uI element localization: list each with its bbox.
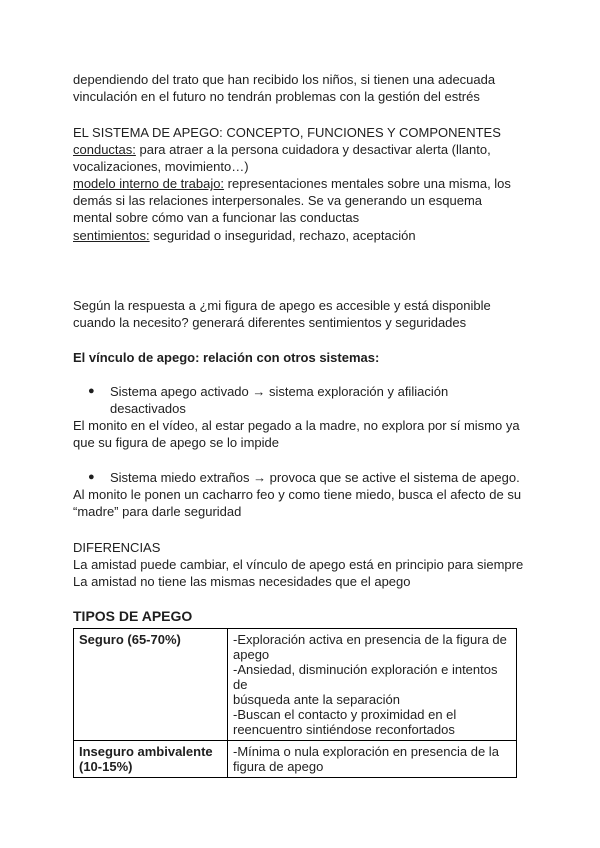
note-1-line-1: El monito en el vídeo, al estar pegado a la madre, no explora por sí mismo ya — [73, 418, 520, 433]
note-1-line-2: que su figura de apego se lo impide — [73, 435, 279, 450]
desc-line: apego — [233, 647, 270, 662]
table-row — [74, 629, 517, 741]
modelo-line-3: mental sobre cómo van a funcionar las conductas — [73, 210, 360, 225]
tipos-heading: TIPOS DE APEGO — [73, 608, 193, 624]
diferencias-line-1: La amistad puede cambiar, el vínculo de apego está en principio para siempre — [73, 557, 524, 572]
desc-line: -Buscan el contacto y proximidad en el — [233, 707, 457, 722]
vinculo-heading: El vínculo de apego: relación con otros sistemas: — [73, 350, 380, 365]
respuesta-line-2: cuando la necesito? generará diferentes sentimientos y seguridades — [73, 315, 467, 330]
modelo-text: representaciones mentales sobre una misma, los — [224, 176, 511, 191]
tipos-table — [73, 628, 517, 778]
sentimientos-text: seguridad o inseguridad, rechazo, aceptación — [149, 228, 416, 243]
modelo-label: modelo interno de trabajo: — [73, 176, 225, 191]
bullet-1-line-1: Sistema apego activado → sistema exploración y afiliación — [110, 384, 449, 399]
intro-line-1: dependiendo del trato que han recibido los niños, si tienen una adecuada — [73, 72, 496, 87]
conductas-text: para atraer a la persona cuidadora y desactivar alerta (llanto, — [135, 142, 491, 157]
desc-line: figura de apego — [233, 759, 324, 774]
tipo-ambivalente-label-2: (10-15%) — [79, 759, 133, 774]
note-2-line-1: Al monito le ponen un cacharro feo y como tiene miedo, busca el afecto de su — [73, 487, 522, 502]
tipo-ambivalente-desc-cell — [228, 741, 517, 778]
diferencias-line-2: La amistad no tiene las mismas necesidades que el apego — [73, 574, 411, 589]
intro-line-2: vinculación en el futuro no tendrán problemas con la gestión del estrés — [73, 89, 480, 104]
desc-line: reencuentro sintiéndose reconfortados — [233, 722, 455, 737]
modelo-line-1 — [73, 175, 511, 192]
sentimientos-label: sentimientos: — [73, 228, 150, 243]
conductas-line-1 — [73, 141, 491, 158]
apego-heading: EL SISTEMA DE APEGO: CONCEPTO, FUNCIONES Y COMPONENTES — [73, 125, 501, 140]
bullet-1-dot: ● — [88, 385, 95, 397]
desc-line: búsqueda ante la separación — [233, 692, 400, 707]
conductas-line-2: vocalizaciones, movimiento…) — [73, 159, 249, 174]
desc-line: -Ansiedad, disminución exploración e intentos de — [233, 662, 498, 692]
respuesta-line-1: Según la respuesta a ¿mi figura de apego es accesible y está disponible — [73, 298, 491, 313]
note-2-line-2: “madre” para darle seguridad — [73, 504, 242, 519]
table-row — [74, 741, 517, 778]
bullet-2-dot: ● — [88, 471, 95, 483]
sentimientos-line — [73, 227, 416, 244]
tipo-ambivalente-label-1: Inseguro ambivalente — [79, 744, 213, 759]
bullet-1-line-2: desactivados — [110, 401, 186, 416]
bullet-2-line: Sistema miedo extraños → provoca que se active el sistema de apego. — [110, 470, 520, 485]
desc-line: -Mínima o nula exploración en presencia de la — [233, 744, 499, 759]
modelo-line-2: demás si las relaciones interpersonales. Se va generando un esquema — [73, 193, 483, 208]
tipo-ambivalente-cell — [74, 741, 228, 778]
conductas-label: conductas: — [73, 142, 136, 157]
tipo-seguro-cell — [74, 629, 228, 741]
desc-line: -Exploración activa en presencia de la figura de — [233, 632, 507, 647]
tipo-seguro-label: Seguro (65-70%) — [79, 632, 181, 647]
diferencias-heading: DIFERENCIAS — [73, 540, 161, 555]
tipo-seguro-desc-cell — [228, 629, 517, 741]
